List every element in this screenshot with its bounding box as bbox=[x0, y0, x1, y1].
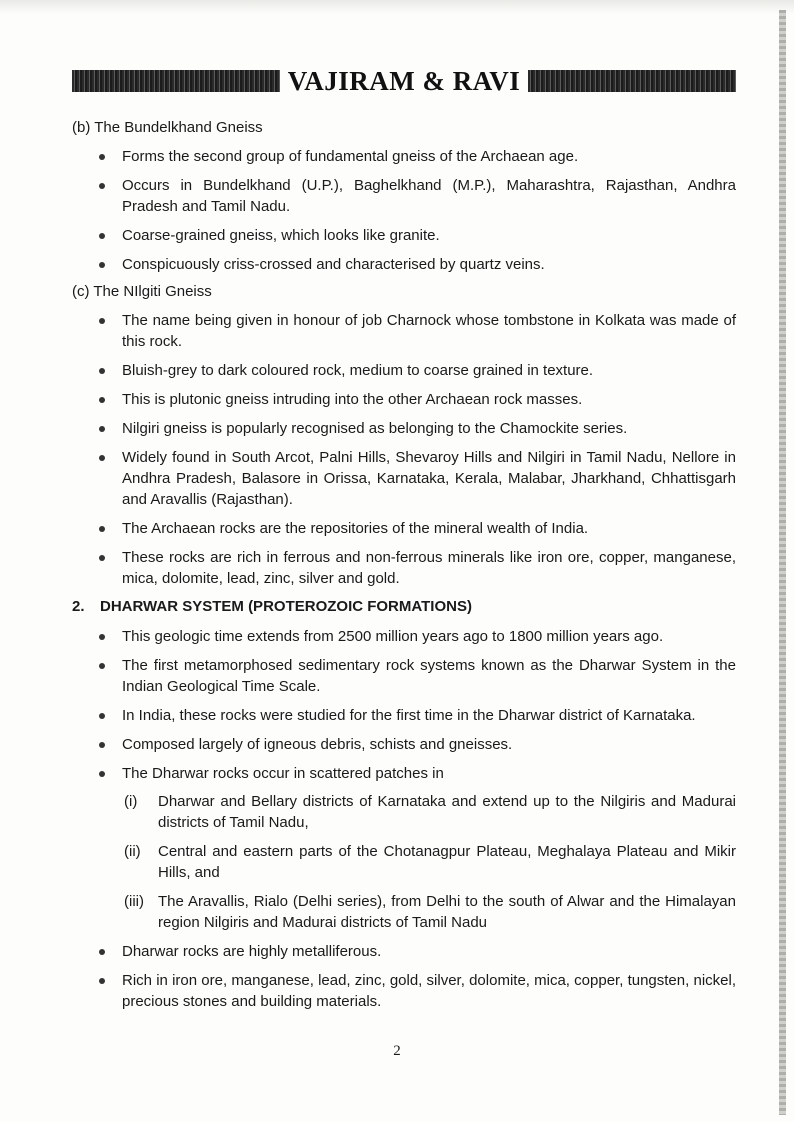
list-item: Composed largely of igneous debris, schists and gneisses. bbox=[72, 734, 736, 755]
bullet-list bbox=[72, 146, 736, 275]
section-heading: (c) The NIlgiti Gneiss bbox=[72, 283, 212, 300]
list-item: This geologic time extends from 2500 million years ago to 1800 million years ago. bbox=[72, 626, 736, 647]
sub-list-item bbox=[72, 891, 736, 933]
section-number: 2. bbox=[72, 598, 85, 615]
scan-edge-right bbox=[779, 10, 786, 1115]
list-item: Bluish-grey to dark coloured rock, medium to coarse grained in texture. bbox=[72, 360, 736, 381]
dharwar-heading bbox=[72, 596, 736, 618]
banner-band-right bbox=[528, 70, 736, 92]
section-heading: (b) The Bundelkhand Gneiss bbox=[72, 119, 263, 136]
bullet-list bbox=[72, 310, 736, 589]
section-nilgiri bbox=[72, 282, 736, 589]
page-number: 2 bbox=[393, 1043, 401, 1059]
section-title: DHARWAR SYSTEM (PROTEROZOIC FORMATIONS) bbox=[100, 598, 472, 615]
sub-list-item bbox=[72, 841, 736, 883]
list-item: The name being given in honour of job Charnock whose tombstone in Kolkata was made of this rock. bbox=[72, 310, 736, 352]
sub-item-text: The Aravallis, Rialo (Delhi series), from Delhi to the south of Alwar and the Himalayan region Nilgiris and Madurai districts of Tamil Nadu bbox=[158, 893, 736, 931]
sub-item-number: (i) bbox=[124, 793, 138, 810]
section-bundelkhand bbox=[72, 118, 736, 275]
list-item: Forms the second group of fundamental gneiss of the Archaean age. bbox=[72, 146, 736, 167]
section-dharwar bbox=[72, 596, 736, 1012]
list-item: Conspicuously criss-crossed and characterised by quartz veins. bbox=[72, 254, 736, 275]
list-item: This is plutonic gneiss intruding into the other Archaean rock masses. bbox=[72, 389, 736, 410]
list-item: These rocks are rich in ferrous and non-ferrous minerals like iron ore, copper, manganese, mica, dolomite, lead, zinc, silver and gold. bbox=[72, 547, 736, 589]
list-item: Occurs in Bundelkhand (U.P.), Baghelkhand (M.P.), Maharashtra, Rajasthan, Andhra Pradesh and Tamil Nadu. bbox=[72, 175, 736, 217]
scan-edge-top bbox=[0, 0, 794, 14]
sub-item-text: Dharwar and Bellary districts of Karnataka and extend up to the Nilgiris and Madurai districts of Tamil Nadu, bbox=[158, 793, 736, 831]
list-item: The Archaean rocks are the repositories of the mineral wealth of India. bbox=[72, 518, 736, 539]
sub-item-number: (iii) bbox=[124, 893, 144, 910]
list-item: Nilgiri gneiss is popularly recognised as belonging to the Chamockite series. bbox=[72, 418, 736, 439]
bullet-list bbox=[72, 626, 736, 784]
list-item: Widely found in South Arcot, Palni Hills, Shevaroy Hills and Nilgiri in Tamil Nadu, Nellore in Andhra Pradesh, Balasore in Orissa, Karnataka, Kerala, Malabar, Jharkhand, Chhattisgarh and Aravallis (Rajasthan). bbox=[72, 447, 736, 510]
brand-title: VAJIRAM & RAVI bbox=[287, 65, 521, 96]
list-item: Dharwar rocks are highly metalliferous. bbox=[72, 941, 736, 962]
list-item: Coarse-grained gneiss, which looks like granite. bbox=[72, 225, 736, 246]
banner-band-left bbox=[72, 70, 280, 92]
sub-list-item bbox=[72, 791, 736, 833]
list-item: The Dharwar rocks occur in scattered patches in bbox=[72, 763, 736, 784]
list-item: Rich in iron ore, manganese, lead, zinc, gold, silver, dolomite, mica, copper, tungsten, nickel, precious stones and building materials. bbox=[72, 970, 736, 1012]
page-content bbox=[72, 118, 736, 1019]
list-item: In India, these rocks were studied for the first time in the Dharwar district of Karnataka. bbox=[72, 705, 736, 726]
header-banner bbox=[72, 66, 736, 96]
list-item: The first metamorphosed sedimentary rock systems known as the Dharwar System in the Indian Geological Time Scale. bbox=[72, 655, 736, 697]
sub-item-text: Central and eastern parts of the Chotanagpur Plateau, Meghalaya Plateau and Mikir Hills, and bbox=[158, 843, 736, 881]
sub-item-number: (ii) bbox=[124, 843, 141, 860]
sub-list bbox=[72, 791, 736, 933]
bullet-list bbox=[72, 941, 736, 1012]
